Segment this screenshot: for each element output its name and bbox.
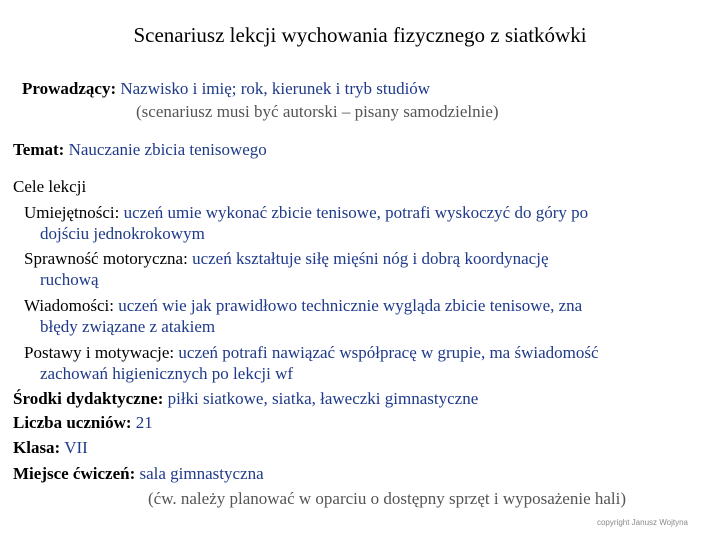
miejsce-label: Miejsce ćwiczeń: [13,464,136,483]
klasa-row [13,438,88,458]
prowadzacy-row [22,79,430,99]
klasa-value: VII [64,438,88,457]
liczba-value: 21 [135,413,153,432]
wiadomosci-row [24,296,582,316]
postawy-value: uczeń potrafi nawiązać współpracę w grupie, ma świadomość [178,343,599,362]
document-title: Scenariusz lekcji wychowania fizycznego z siatkówki [133,23,587,47]
prowadzacy-note: (scenariusz musi być autorski – pisany samodzielnie) [136,102,499,121]
srodki-row [13,389,478,409]
umiejetnosci-value: uczeń umie wykonać zbicie tenisowe, potrafi wyskoczyć do góry po [123,203,589,222]
srodki-value: piłki siatkowe, siatka, ławeczki gimnastyczne [167,389,479,408]
umiejetnosci-row [24,203,588,223]
postawy-row [24,343,599,363]
sprawnosc-row [24,249,549,269]
postawy-value-cont: zachowań higienicznych po lekcji wf [40,364,294,383]
wiadomosci-value-cont: błędy związane z atakiem [40,317,216,336]
srodki-label: Środki dydaktyczne: [13,389,164,408]
prowadzacy-value: Nazwisko i imię; rok, kierunek i tryb studiów [120,79,431,98]
sprawnosc-value-cont: ruchową [40,270,99,289]
liczba-label: Liczba uczniów: [13,413,132,432]
temat-value: Nauczanie zbicia tenisowego [68,140,267,159]
klasa-label: Klasa: [13,438,61,457]
sprawnosc-value: uczeń kształtuje siłę mięśni nóg i dobrą koordynację [192,249,549,268]
liczba-row [13,413,153,433]
postawy-label: Postawy i motywacje: [24,343,175,362]
umiejetnosci-label: Umiejętności: [24,203,120,222]
prowadzacy-label: Prowadzący: [22,79,117,98]
wiadomosci-label: Wiadomości: [24,296,114,315]
miejsce-row [13,464,264,484]
temat-row [13,140,267,160]
copyright-text: copyright Janusz Wojtyna [596,518,688,527]
wiadomosci-value: uczeń wie jak prawidłowo technicznie wygląda zbicie tenisowe, zna [118,296,583,315]
cele-heading: Cele lekcji [13,177,87,196]
miejsce-value: sala gimnastyczna [139,464,264,483]
umiejetnosci-value-cont: dojściu jednokrokowym [40,224,205,243]
temat-label: Temat: [13,140,65,159]
sprawnosc-label: Sprawność motoryczna: [24,249,188,268]
miejsce-note: (ćw. należy planować w oparciu o dostępny sprzęt i wyposażenie hali) [148,489,627,508]
